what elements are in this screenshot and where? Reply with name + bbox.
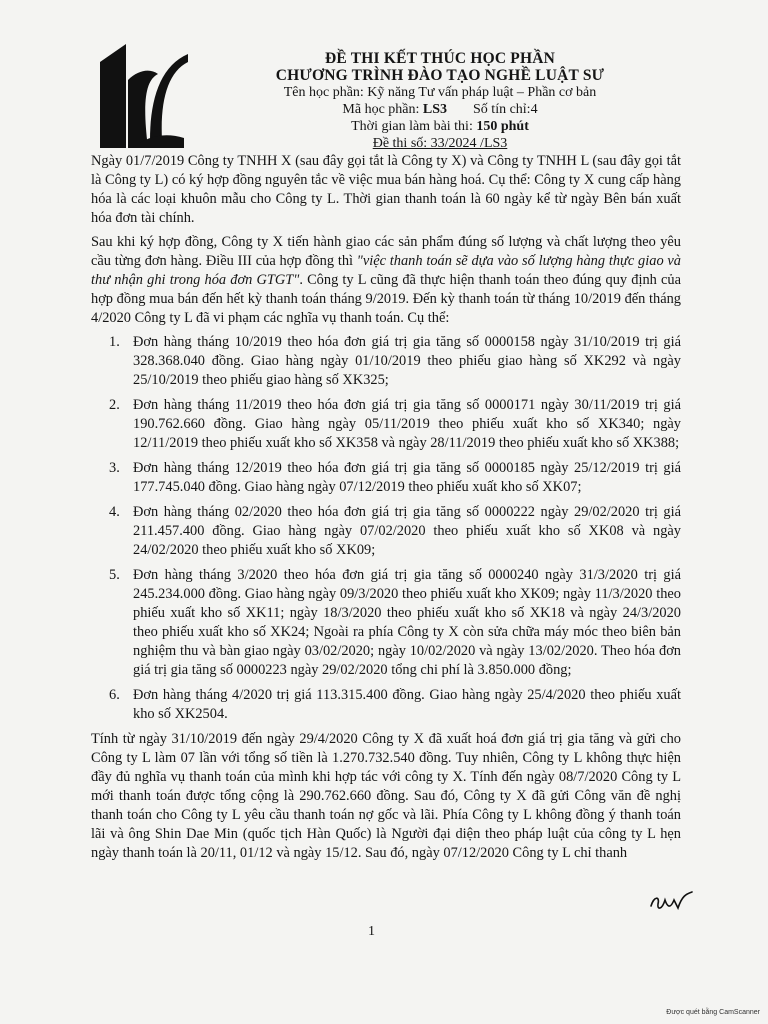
paragraph-contract-b: . Công ty L cũng đã thực hiện thanh toán theo đúng quy định của hợp đồng mua bán đến hết kỳ thanh toán tháng 9/2019. Đến kỳ thanh toán từ tháng 10/2019 đến tháng 4/2020 Công ty L đã vi phạm các nghĩa vụ thanh toán. Cụ thể:	[91, 272, 681, 326]
credits: Số tín chỉ:4	[473, 102, 538, 117]
duration-row	[240, 118, 640, 135]
exam-body	[91, 152, 681, 868]
contract-quote: "việc thanh toán sẽ dựa vào số lượng hàng thực giao và thư nhận ghi trong hóa đơn GTGT"	[91, 253, 681, 288]
scanner-watermark: Được quét bằng CamScanner	[666, 1009, 760, 1016]
exam-number: Đề thi số: 33/2024 /LS3	[372, 136, 508, 151]
order-list	[91, 333, 681, 724]
list-item	[109, 396, 681, 453]
list-item-number: 4.	[109, 504, 120, 520]
paragraph-summary: Tính từ ngày 31/10/2019 đến ngày 29/4/2020 Công ty X đã xuất hoá đơn giá trị gia tăng và gửi cho Công ty L làm 07 lần với tổng số tiền là 1.270.732.540 đồng. Tuy nhiên, Công ty L không thực hiện đầy đủ nghĩa vụ thanh toán của mình khi hợp tác với công ty X. Tính đến ngày 08/7/2020 Công ty L mới thanh toán được tổng cộng là 290.762.660 đồng. Sau đó, Công ty X đã gửi Công văn đề nghị thanh toán cho Công ty L yêu cầu thanh toán nợ gốc và lãi. Phía Công ty L không đồng ý thanh toán lãi và ông Shin Dae Min (quốc tịch Hàn Quốc) là Người đại diện theo pháp luật của công ty L hẹn ngày thanh toán là 20/11, 01/12 và ngày 15/12. Sau đó, ngày 07/12/2020 Công ty L chỉ thanh	[91, 731, 681, 861]
list-item-text: Đơn hàng tháng 11/2019 theo hóa đơn giá trị gia tăng số 0000171 ngày 30/11/2019 trị giá 190.762.660 đồng. Giao hàng ngày 05/11/2019 theo phiếu xuất kho số XK340; ngày 12/11/2019 theo phiếu xuất kho số XK358 và ngày 28/11/2019 theo phiếu xuất kho số XK388;	[133, 397, 681, 451]
list-item	[109, 566, 681, 680]
list-item	[109, 459, 681, 497]
page-number: 1	[368, 924, 375, 939]
list-item-number: 3.	[109, 460, 120, 476]
list-item	[109, 333, 681, 390]
paragraph-intro: Ngày 01/7/2019 Công ty TNHH X (sau đây gọi tắt là Công ty X) và Công ty TNHH L (sau đây gọi tắt là Công ty L) có ký hợp đồng nguyên tắc về việc mua bán hàng hoá. Cụ thể: Công ty X cung cấp hàng hóa là các loại khuôn mẫu cho Công ty L. Thời gian thanh toán là 60 ngày kể từ ngày Bên bán xuất hóa đơn tài chính.	[91, 153, 681, 226]
exam-header	[240, 50, 640, 152]
list-item-text: Đơn hàng tháng 4/2020 trị giá 113.315.400 đồng. Giao hàng ngày 25/4/2020 theo phiếu xuất kho số XK2504.	[133, 687, 681, 722]
list-item-text: Đơn hàng tháng 3/2020 theo hóa đơn giá trị gia tăng số 0000240 ngày 31/3/2020 trị giá 245.234.000 đồng. Giao hàng ngày 09/3/2020 theo phiếu xuất kho XK09; ngày 11/3/2020 theo phiếu xuất kho số XK11; ngày 18/3/2020 theo phiếu xuất kho số XK18 và ngày 24/3/2020 theo phiếu xuất kho số XK24; Ngoài ra phía Công ty X còn sửa chữa máy móc theo biên bản nghiệm thu và bàn giao ngày 03/02/2020; ngày 10/02/2020 và ngày 13/02/2020. Theo hóa đơn giá trị gia tăng số 0000223 ngày 29/02/2020 tổng chi phí là 3.850.000 đồng;	[133, 567, 681, 678]
paragraph-contract	[91, 233, 681, 328]
course-name: Tên học phần: Kỹ năng Tư vấn pháp luật – Phần cơ bản	[283, 85, 597, 100]
list-item	[109, 686, 681, 724]
list-item-number: 2.	[109, 397, 120, 413]
header-program: CHƯƠNG TRÌNH ĐÀO TẠO NGHỀ LUẬT SƯ	[275, 67, 605, 84]
duration-label: Thời gian làm bài thi:	[351, 119, 477, 134]
list-item-number: 6.	[109, 687, 120, 703]
list-item-text: Đơn hàng tháng 12/2019 theo hóa đơn giá trị gia tăng số 0000185 ngày 25/12/2019 trị giá 177.745.040 đồng. Giao hàng ngày 07/12/2019 theo phiếu xuất kho số XK07;	[133, 460, 681, 495]
list-item-text: Đơn hàng tháng 02/2020 theo hóa đơn giá trị gia tăng số 0000222 ngày 29/02/2020 trị giá 211.457.400 đồng. Giao hàng ngày 07/02/2020 theo phiếu xuất kho số XK08 và ngày 24/02/2020 theo phiếu xuất kho số XK09;	[133, 504, 681, 558]
list-item-number: 1.	[109, 334, 120, 350]
course-code-row	[240, 101, 640, 118]
list-item-text: Đơn hàng tháng 10/2019 theo hóa đơn giá trị gia tăng số 0000158 ngày 31/10/2019 trị giá 328.368.040 đồng. Giao hàng ngày 01/10/2019 theo phiếu giao hàng số XK292 và ngày 25/10/2019 theo phiếu giao hàng số XK325;	[133, 334, 681, 388]
institution-logo	[98, 40, 190, 150]
duration: 150 phút	[476, 119, 529, 134]
list-item	[109, 503, 681, 560]
paragraph-contract-a: Sau khi ký hợp đồng, Công ty X tiến hành giao các sản phẩm đúng số lượng và chất lượng theo yêu cầu từng đơn hàng. Điều III của hợp đồng thì	[91, 234, 681, 269]
course-code: LS3	[422, 102, 448, 117]
course-code-label: Mã học phần:	[342, 102, 423, 117]
header-title: ĐỀ THI KẾT THÚC HỌC PHẦN	[324, 50, 556, 67]
list-item-number: 5.	[109, 567, 120, 583]
handwritten-initials	[648, 888, 694, 914]
